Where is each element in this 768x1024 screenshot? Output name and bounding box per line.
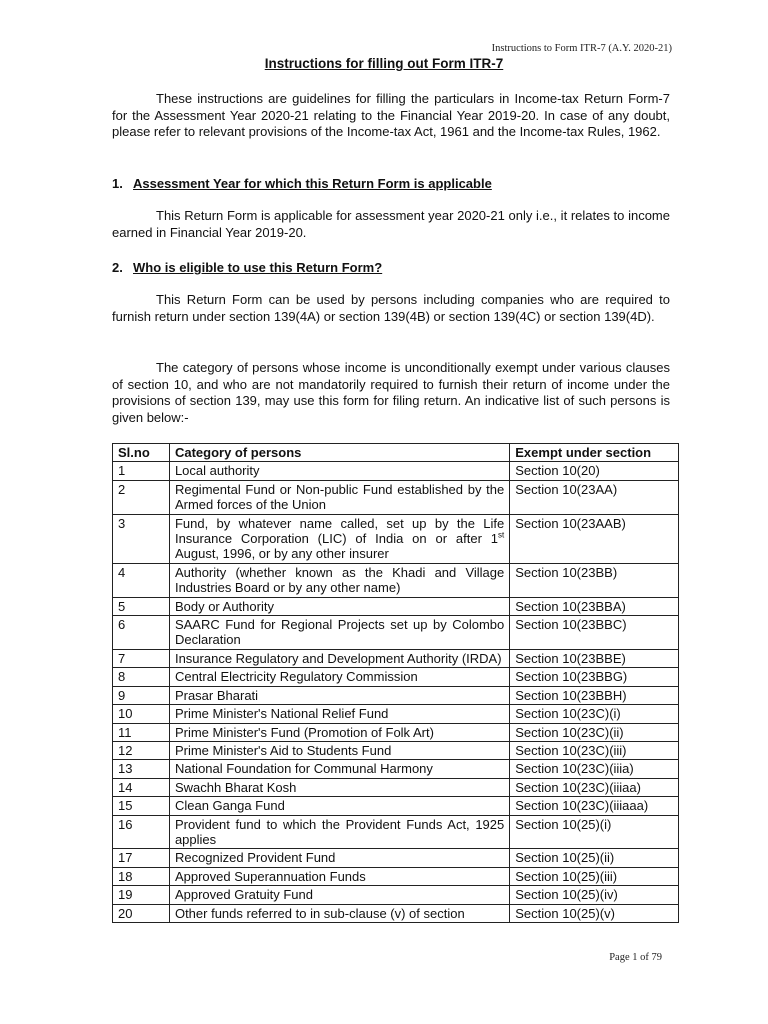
row-category: Prime Minister's Fund (Promotion of Folk Art): [169, 723, 509, 741]
table-row: [113, 686, 679, 704]
exempt-persons-table: [112, 443, 679, 923]
row-sl-no: 2: [113, 480, 170, 514]
table-row: [113, 741, 679, 759]
table-row: [113, 616, 679, 650]
section-1-paragraph: [112, 208, 670, 241]
table-row: [113, 904, 679, 922]
row-exempt-section: Section 10(23C)(iii): [510, 741, 679, 759]
table-row: [113, 815, 679, 849]
row-category: Authority (whether known as the Khadi and Village Industries Board or by any other name): [169, 563, 509, 597]
row-category: Regimental Fund or Non-public Fund established by the Armed forces of the Union: [169, 480, 509, 514]
table-row: [113, 723, 679, 741]
section-2-paragraph-2: [112, 360, 670, 426]
table-row: [113, 886, 679, 904]
page-number: Page 1 of 79: [609, 952, 662, 963]
row-sl-no: 11: [113, 723, 170, 741]
running-header: Instructions to Form ITR-7 (A.Y. 2020-21): [491, 43, 672, 54]
row-category: Prime Minister's Aid to Students Fund: [169, 741, 509, 759]
row-category: [169, 514, 509, 563]
row-sl-no: 14: [113, 778, 170, 796]
row-sl-no: 20: [113, 904, 170, 922]
section-1-title: Assessment Year for which this Return Form is applicable: [133, 176, 492, 191]
section-2-text-1: This Return Form can be used by persons including companies who are required to furnish return under section 139(4A) or section 139(4B) or section 139(4C) or section 139(4D).: [112, 292, 670, 324]
table-header-row: [113, 444, 679, 462]
table-row: [113, 778, 679, 796]
row-sl-no: 4: [113, 563, 170, 597]
row-exempt-section: Section 10(23AAB): [510, 514, 679, 563]
row-sl-no: 19: [113, 886, 170, 904]
table-row: [113, 760, 679, 778]
intro-text: These instructions are guidelines for filling the particulars in Income-tax Return Form-7 for the Assessment Year 2020-21 relating to the Financial Year 2019-20. In case of any doubt, please refer to relevant provisions of the Income-tax Act, 1961 and the Income-tax Rules, 1962.: [112, 91, 670, 140]
table-row: [113, 597, 679, 615]
row-sl-no: 17: [113, 849, 170, 867]
section-2-text-2: The category of persons whose income is unconditionally exempt under various clauses of section 10, and who are not mandatorily required to furnish their return of income under the provisions of section 139, may use this form for filing return. An indicative list of such persons is given below:-: [112, 360, 670, 425]
row-category-text-rest: August, 1996, or by any other insurer: [174, 546, 389, 562]
table-row: [113, 849, 679, 867]
page-title: Instructions for filling out Form ITR-7: [264, 56, 504, 71]
row-exempt-section: Section 10(23BBA): [510, 597, 679, 615]
table-row: [113, 668, 679, 686]
table-row: [113, 649, 679, 667]
row-sl-no: 13: [113, 760, 170, 778]
table-row: [113, 563, 679, 597]
row-category: Central Electricity Regulatory Commission: [169, 668, 509, 686]
row-category-text: Fund, by whatever name called, set up by the Life Insurance Corporation (LIC) of India on or after 1: [174, 515, 505, 547]
table-row: [113, 705, 679, 723]
row-category: Recognized Provident Fund: [169, 849, 509, 867]
row-exempt-section: Section 10(23BB): [510, 563, 679, 597]
section-2-paragraph-1: [112, 292, 670, 325]
section-1-heading: [112, 176, 492, 191]
row-category: Other funds referred to in sub-clause (v) of section: [169, 904, 509, 922]
section-1-text: This Return Form is applicable for assessment year 2020-21 only i.e., it relates to income earned in Financial Year 2019-20.: [112, 208, 670, 240]
row-exempt-section: Section 10(25)(iii): [510, 867, 679, 885]
row-category: SAARC Fund for Regional Projects set up by Colombo Declaration: [169, 616, 509, 650]
row-sl-no: 10: [113, 705, 170, 723]
row-sl-no: 12: [113, 741, 170, 759]
row-exempt-section: Section 10(25)(i): [510, 815, 679, 849]
row-exempt-section: Section 10(23C)(iiiaa): [510, 778, 679, 796]
row-exempt-section: Section 10(23AA): [510, 480, 679, 514]
row-exempt-section: Section 10(23BBH): [510, 686, 679, 704]
section-2-number: 2.: [112, 260, 123, 275]
row-exempt-section: Section 10(23BBE): [510, 649, 679, 667]
row-sl-no: 8: [113, 668, 170, 686]
row-sl-no: 7: [113, 649, 170, 667]
table-row: [113, 514, 679, 563]
row-sl-no: 6: [113, 616, 170, 650]
row-category: Insurance Regulatory and Development Authority (IRDA): [169, 649, 509, 667]
header-sl-no: Sl.no: [113, 444, 170, 462]
section-2-heading: [112, 260, 382, 275]
table-row: [113, 797, 679, 815]
row-category: Swachh Bharat Kosh: [169, 778, 509, 796]
table-row: [113, 867, 679, 885]
row-category: National Foundation for Communal Harmony: [169, 760, 509, 778]
section-1-number: 1.: [112, 176, 123, 191]
row-category-superscript: st: [498, 530, 505, 540]
row-sl-no: 9: [113, 686, 170, 704]
row-sl-no: 15: [113, 797, 170, 815]
row-exempt-section: Section 10(23C)(iiia): [510, 760, 679, 778]
row-category: Prasar Bharati: [169, 686, 509, 704]
row-sl-no: 3: [113, 514, 170, 563]
section-2-title: Who is eligible to use this Return Form?: [133, 260, 383, 275]
row-category: Approved Gratuity Fund: [169, 886, 509, 904]
row-sl-no: 5: [113, 597, 170, 615]
table-row: [113, 462, 679, 480]
header-category: Category of persons: [169, 444, 509, 462]
row-exempt-section: Section 10(23C)(ii): [510, 723, 679, 741]
row-sl-no: 1: [113, 462, 170, 480]
row-exempt-section: Section 10(23C)(iiiaaa): [510, 797, 679, 815]
intro-paragraph: [112, 91, 670, 141]
row-exempt-section: Section 10(25)(ii): [510, 849, 679, 867]
row-exempt-section: Section 10(23C)(i): [510, 705, 679, 723]
row-exempt-section: Section 10(25)(iv): [510, 886, 679, 904]
row-exempt-section: Section 10(23BBG): [510, 668, 679, 686]
row-exempt-section: Section 10(25)(v): [510, 904, 679, 922]
row-category: Clean Ganga Fund: [169, 797, 509, 815]
table-row: [113, 480, 679, 514]
row-category: Prime Minister's National Relief Fund: [169, 705, 509, 723]
row-category: Body or Authority: [169, 597, 509, 615]
row-category: Provident fund to which the Provident Funds Act, 1925 applies: [169, 815, 509, 849]
row-exempt-section: Section 10(23BBC): [510, 616, 679, 650]
row-category: Approved Superannuation Funds: [169, 867, 509, 885]
row-sl-no: 16: [113, 815, 170, 849]
row-category: Local authority: [169, 462, 509, 480]
header-exempt-section: Exempt under section: [510, 444, 679, 462]
row-exempt-section: Section 10(20): [510, 462, 679, 480]
row-sl-no: 18: [113, 867, 170, 885]
